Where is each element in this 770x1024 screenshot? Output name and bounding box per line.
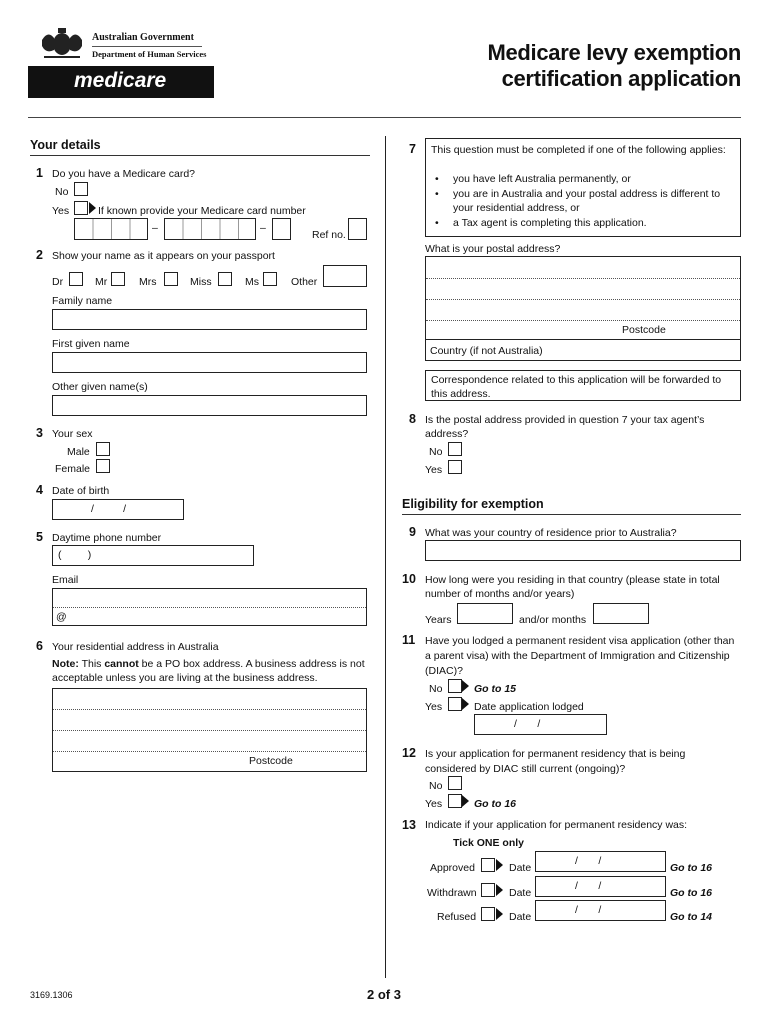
title-ms-checkbox[interactable] bbox=[263, 272, 277, 286]
q8-text: Is the postal address provided in question 7 your tax agent’s address? bbox=[425, 414, 705, 440]
ref-no-label: Ref no. bbox=[312, 229, 346, 241]
q10-text: How long were you residing in that country (please state in total number of months and/or years) bbox=[425, 574, 720, 600]
withdrawn-checkbox[interactable] bbox=[481, 883, 495, 897]
postal-address-question: What is your postal address? bbox=[425, 243, 561, 255]
refused-checkbox[interactable] bbox=[481, 907, 495, 921]
q8-no-label: No bbox=[429, 446, 443, 458]
department-name: Department of Human Services bbox=[92, 49, 207, 59]
q13-number: 13 bbox=[402, 818, 416, 832]
header-divider bbox=[28, 117, 741, 118]
q8-number: 8 bbox=[409, 412, 416, 426]
title-mr-label: Mr bbox=[95, 276, 108, 288]
q8-no-checkbox[interactable] bbox=[448, 442, 462, 456]
q8-yes-checkbox[interactable] bbox=[448, 460, 462, 474]
form-title-line1: Medicare levy exemption bbox=[487, 40, 741, 65]
form-title-line2: certification application bbox=[501, 66, 741, 91]
tick-one-only: Tick ONE only bbox=[453, 837, 524, 849]
correspondence-notice bbox=[425, 370, 741, 401]
title-other-label: Other bbox=[291, 276, 318, 288]
medicare-logo-text: medicare bbox=[74, 69, 167, 92]
refused-go-to: Go to 14 bbox=[670, 911, 713, 923]
title-mrs-label: Mrs bbox=[139, 276, 157, 288]
postal-address-input[interactable] bbox=[425, 256, 741, 361]
postal-postcode-label: Postcode bbox=[622, 324, 666, 336]
q7-intro: This question must be completed if one of the following applies: bbox=[431, 144, 726, 156]
q12-number: 12 bbox=[402, 746, 416, 760]
q7-bullet: • a Tax agent is completing this application. bbox=[431, 216, 737, 231]
q11-yes-label: Yes bbox=[425, 701, 443, 713]
q1-yes-label: Yes bbox=[52, 205, 70, 217]
q1-yes-checkbox[interactable] bbox=[74, 201, 88, 215]
q12-text: Is your application for permanent residency that is being considered by DIAC still current (ongoing)? bbox=[425, 748, 686, 775]
other-names-input[interactable] bbox=[52, 395, 367, 416]
q9-text: What was your country of residence prior to Australia? bbox=[425, 527, 677, 539]
email-label: Email bbox=[52, 574, 79, 586]
title-ms-label: Ms bbox=[245, 276, 259, 288]
approved-date-input[interactable] bbox=[535, 851, 666, 872]
title-dr-label: Dr bbox=[52, 276, 64, 288]
approved-date-label: Date bbox=[509, 862, 532, 874]
q1-no-label: No bbox=[55, 186, 69, 198]
q1-number: 1 bbox=[36, 166, 43, 180]
phone-paren: ( ) bbox=[58, 549, 92, 561]
card-dash-1: – bbox=[152, 222, 158, 234]
medicare-card-part2-input[interactable] bbox=[164, 218, 256, 240]
prior-country-input[interactable] bbox=[425, 540, 741, 561]
q10-number: 10 bbox=[402, 572, 416, 586]
q6-text: Your residential address in Australia bbox=[52, 641, 219, 653]
q11-no-label: No bbox=[429, 683, 443, 695]
approved-label: Approved bbox=[430, 862, 475, 874]
q12-go-to-16: Go to 16 bbox=[474, 798, 517, 810]
medicare-card-part3-input[interactable] bbox=[272, 218, 291, 240]
q1-yes-text: If known provide your Medicare card number bbox=[98, 205, 306, 217]
q4-text: Date of birth bbox=[52, 485, 110, 497]
refused-date-label: Date bbox=[509, 911, 532, 923]
q11-no-checkbox[interactable] bbox=[448, 679, 462, 693]
approved-go-to: Go to 16 bbox=[670, 862, 713, 874]
q11-yes-arrow-icon bbox=[462, 698, 469, 710]
q7-number: 7 bbox=[409, 142, 416, 156]
email-input[interactable] bbox=[52, 588, 367, 626]
q12-no-label: No bbox=[429, 780, 443, 792]
q1-arrow-icon bbox=[89, 202, 96, 214]
title-miss-label: Miss bbox=[190, 276, 212, 288]
q1-text: Do you have a Medicare card? bbox=[52, 168, 195, 180]
q9-number: 9 bbox=[409, 525, 416, 539]
residential-postcode-label: Postcode bbox=[249, 755, 293, 767]
column-divider bbox=[385, 136, 386, 978]
approved-arrow-icon bbox=[496, 859, 503, 871]
date-lodged-label: Date application lodged bbox=[474, 701, 584, 713]
refused-date-input[interactable] bbox=[535, 900, 666, 921]
section-your-details: Your details bbox=[30, 138, 101, 152]
section-eligibility: Eligibility for exemption bbox=[402, 497, 544, 511]
ref-no-input[interactable] bbox=[348, 218, 367, 240]
q11-text: Have you lodged a permanent resident visa application (other than a parent visa) with the Department of Immigration and Citizenship (DIAC)? bbox=[425, 635, 735, 677]
refused-date-slashes: / / bbox=[575, 904, 602, 916]
other-names-label: Other given name(s) bbox=[52, 381, 148, 393]
q12-yes-checkbox[interactable] bbox=[448, 794, 462, 808]
q12-no-checkbox[interactable] bbox=[448, 776, 462, 790]
date-lodged-slashes: / / bbox=[514, 718, 541, 730]
female-checkbox[interactable] bbox=[96, 459, 110, 473]
q7-bullet: • you have left Australia permanently, or bbox=[431, 172, 737, 187]
correspondence-text: Correspondence related to this application will be forwarded to this address. bbox=[431, 374, 722, 400]
q12-yes-label: Yes bbox=[425, 798, 443, 810]
phone-input[interactable] bbox=[52, 545, 254, 566]
country-label: Country (if not Australia) bbox=[430, 345, 543, 357]
title-mrs-checkbox[interactable] bbox=[164, 272, 178, 286]
family-name-label: Family name bbox=[52, 295, 113, 307]
q7-bullet-list bbox=[431, 172, 737, 230]
q11-go-to-15: Go to 15 bbox=[474, 683, 517, 695]
residential-address-input[interactable] bbox=[52, 688, 367, 772]
date-lodged-input[interactable] bbox=[474, 714, 607, 735]
q11-no-arrow-icon bbox=[462, 680, 469, 692]
q12-yes-arrow-icon bbox=[462, 795, 469, 807]
refused-arrow-icon bbox=[496, 908, 503, 920]
q2-text: Show your name as it appears on your passport bbox=[52, 250, 275, 262]
withdrawn-arrow-icon bbox=[496, 884, 503, 896]
q1-no-checkbox[interactable] bbox=[74, 182, 88, 196]
q7-bullet: • you are in Australia and your postal address is different to your residential address, or bbox=[431, 187, 737, 216]
gov-crest bbox=[40, 28, 84, 60]
dob-slashes: / / bbox=[91, 503, 127, 515]
medicare-card-part1-input[interactable] bbox=[74, 218, 148, 240]
gov-name: Australian Government bbox=[92, 32, 194, 43]
withdrawn-date-label: Date bbox=[509, 887, 532, 899]
approved-checkbox[interactable] bbox=[481, 858, 495, 872]
withdrawn-label: Withdrawn bbox=[427, 887, 477, 899]
years-label: Years bbox=[425, 614, 452, 626]
male-checkbox[interactable] bbox=[96, 442, 110, 456]
q2-number: 2 bbox=[36, 248, 43, 262]
female-label: Female bbox=[55, 463, 91, 475]
withdrawn-date-input[interactable] bbox=[535, 876, 666, 897]
medicare-logo bbox=[28, 66, 214, 98]
months-label: and/or months bbox=[519, 614, 587, 626]
title-other-input[interactable] bbox=[323, 265, 367, 287]
q5-text: Daytime phone number bbox=[52, 532, 162, 544]
card-dash-2: – bbox=[260, 222, 266, 234]
title-mr-checkbox[interactable] bbox=[111, 272, 125, 286]
title-miss-checkbox[interactable] bbox=[218, 272, 232, 286]
years-input[interactable] bbox=[457, 603, 513, 624]
q5-number: 5 bbox=[36, 530, 43, 544]
first-name-label: First given name bbox=[52, 338, 130, 350]
first-name-input[interactable] bbox=[52, 352, 367, 373]
months-input[interactable] bbox=[593, 603, 649, 624]
family-name-input[interactable] bbox=[52, 309, 367, 330]
q11-yes-checkbox[interactable] bbox=[448, 697, 462, 711]
page-number: 2 of 3 bbox=[367, 987, 401, 1002]
refused-label: Refused bbox=[437, 911, 477, 923]
q11-number: 11 bbox=[402, 633, 416, 647]
q6-note: Note: This cannot be a PO box address. A business address is not acceptable unless you are living at the business address. bbox=[52, 658, 365, 684]
dob-input[interactable] bbox=[52, 499, 184, 520]
email-at: @ bbox=[56, 611, 67, 623]
q6-number: 6 bbox=[36, 639, 43, 653]
male-label: Male bbox=[67, 446, 90, 458]
withdrawn-date-slashes: / / bbox=[575, 880, 602, 892]
title-dr-checkbox[interactable] bbox=[69, 272, 83, 286]
q4-number: 4 bbox=[36, 483, 43, 497]
withdrawn-go-to: Go to 16 bbox=[670, 887, 713, 899]
q8-yes-label: Yes bbox=[425, 464, 443, 476]
q13-text: Indicate if your application for permanent residency was: bbox=[425, 819, 688, 831]
form-code: 3169.1306 bbox=[30, 990, 73, 1000]
q3-number: 3 bbox=[36, 426, 43, 440]
q3-text: Your sex bbox=[52, 428, 93, 440]
approved-date-slashes: / / bbox=[575, 855, 602, 867]
